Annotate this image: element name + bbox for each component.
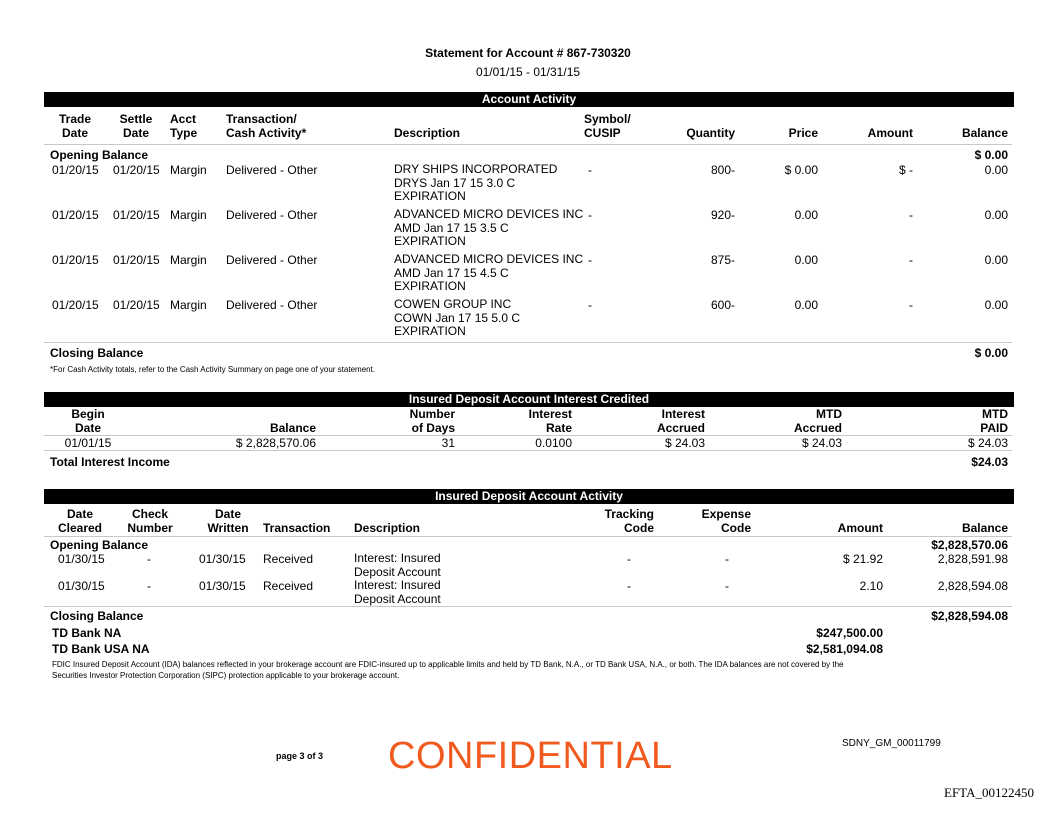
description: DRY SHIPS INCORPORATED DRYS Jan 17 15 3.0 C EXPIRATION [394,162,558,203]
price: 0.00 [794,253,818,267]
divider [44,450,1012,451]
col-amount: Amount [837,521,883,535]
rate: 0.0100 [535,436,572,450]
transaction: Received [263,579,314,593]
col-accrued: Interest Accrued [656,407,705,435]
mtd-accrued: $ 24.03 [801,436,842,450]
acct-type: Margin [170,208,207,222]
settle-date: 01/20/15 [113,298,160,312]
quantity: 920- [710,208,735,222]
col-days: Number of Days [409,407,455,435]
account-activity-bar: Account Activity [44,92,1014,107]
settle-date: 01/20/15 [113,253,160,267]
check-number: - [147,579,151,593]
efta-number: EFTA_00122450 [944,785,1034,800]
opening-balance-value: $2,828,570.06 [931,538,1008,552]
quantity: 600- [710,298,735,312]
description: COWEN GROUP INC COWN Jan 17 15 5.0 C EXPIRATION [394,297,521,338]
col-date-cleared: Date Cleared [57,507,103,535]
amount: - [909,298,913,312]
trade-date: 01/20/15 [52,253,99,267]
balance: 2,828,591.98 [937,552,1008,566]
closing-balance-value: $ 0.00 [974,346,1008,360]
total-interest-value: $24.03 [971,455,1008,469]
transaction: Delivered - Other [226,208,318,222]
description: ADVANCED MICRO DEVICES INC AMD Jan 17 15 3.5 C EXPIRATION [394,207,584,248]
col-balance: Balance [961,126,1008,140]
total-interest-label: Total Interest Income [50,455,170,469]
symbol: - [588,163,592,177]
price: $ 0.00 [784,163,818,177]
description: Interest: Insured Deposit Account [354,578,441,606]
amount: $ - [898,163,913,177]
amount: 2.10 [859,579,883,593]
balance: 2,828,594.08 [937,579,1008,593]
col-description: Description [354,521,421,535]
settle-date: 01/20/15 [113,208,160,222]
mtd-paid: $ 24.03 [967,436,1008,450]
col-mtd-paid: MTD PAID [980,407,1008,435]
accrued: $ 24.03 [664,436,705,450]
balance: 0.00 [984,253,1008,267]
expense-code: - [725,552,729,566]
col-date-written: Date Written [207,507,249,535]
interest-credited-bar: Insured Deposit Account Interest Credited [44,392,1014,407]
statement-title: Statement for Account # 867-730320 [425,46,631,60]
quantity: 875- [710,253,735,267]
col-begin-date: Begin Date [71,407,105,435]
symbol: - [588,298,592,312]
deposit-activity-bar: Insured Deposit Account Activity [44,489,1014,504]
description: Interest: Insured Deposit Account [354,551,441,579]
col-transaction: Transaction/ Cash Activity* [226,112,307,140]
tracking-code: - [627,579,631,593]
acct-type: Margin [170,163,207,177]
closing-balance-label: Closing Balance [50,609,144,623]
col-expense-code: Expense Code [701,507,751,535]
price: 0.00 [794,208,818,222]
bank-amount: $2,581,094.08 [806,642,883,656]
transaction: Delivered - Other [226,163,318,177]
acct-type: Margin [170,253,207,267]
days: 31 [441,436,455,450]
balance: 0.00 [984,298,1008,312]
date-cleared: 01/30/15 [58,552,105,566]
closing-balance-label: Closing Balance [50,346,144,360]
balance: 0.00 [984,163,1008,177]
page-number: page 3 of 3 [276,751,324,761]
col-transaction: Transaction [263,521,331,535]
divider [44,606,1012,607]
col-balance: Balance [269,421,316,435]
col-description: Description [394,126,461,140]
date-cleared: 01/30/15 [58,579,105,593]
bank-name: TD Bank NA [52,626,122,640]
amount: - [909,208,913,222]
fdic-disclaimer-line2: Securities Investor Protection Corporation (SIPC) protection applicable to your brokerage account. [52,671,400,680]
begin-date: 01/01/15 [64,436,112,450]
divider [44,342,1012,343]
opening-balance-label: Opening Balance [50,148,149,162]
trade-date: 01/20/15 [52,163,99,177]
date-written: 01/30/15 [199,579,246,593]
bank-amount: $247,500.00 [816,626,883,640]
balance: 0.00 [984,208,1008,222]
amount: $ 21.92 [842,552,883,566]
confidential-stamp: CONFIDENTIAL [388,735,673,777]
divider [44,536,1012,537]
symbol: - [588,253,592,267]
opening-balance-value: $ 0.00 [974,148,1008,162]
transaction: Delivered - Other [226,298,318,312]
divider [44,144,1012,145]
expense-code: - [725,579,729,593]
balance: $ 2,828,570.06 [235,436,316,450]
cash-activity-footnote: *For Cash Activity totals, refer to the Cash Activity Summary on page one of your statement. [50,365,376,374]
trade-date: 01/20/15 [52,298,99,312]
settle-date: 01/20/15 [113,163,160,177]
bates-number: SDNY_GM_00011799 [842,738,941,749]
col-amount: Amount [867,126,913,140]
check-number: - [147,552,151,566]
col-price: Price [788,126,818,140]
date-written: 01/30/15 [199,552,246,566]
transaction: Delivered - Other [226,253,318,267]
quantity: 800- [710,163,735,177]
bank-name: TD Bank USA NA [52,642,150,656]
col-mtd-accrued: MTD Accrued [793,407,842,435]
col-settle-date: Settle Date [119,112,153,140]
description: ADVANCED MICRO DEVICES INC AMD Jan 17 15 4.5 C EXPIRATION [394,252,584,293]
statement-period: 01/01/15 - 01/31/15 [475,65,581,79]
col-tracking-code: Tracking Code [604,507,654,535]
transaction: Received [263,552,314,566]
col-quantity: Quantity [686,126,735,140]
amount: - [909,253,913,267]
closing-balance-value: $2,828,594.08 [931,609,1008,623]
symbol: - [588,208,592,222]
col-acct-type: Acct Type [170,112,198,140]
col-symbol: Symbol/ CUSIP [584,112,631,140]
col-balance: Balance [961,521,1008,535]
acct-type: Margin [170,298,207,312]
opening-balance-label: Opening Balance [50,538,149,552]
col-trade-date: Trade Date [58,112,91,140]
fdic-disclaimer-line1: FDIC Insured Deposit Account (IDA) balances reflected in your brokerage account are FDIC-insured up to applicable limits and held by TD Bank, N.A., or TD Bank USA, N.A., or both. The IDA balances are not covered by the [52,660,844,669]
trade-date: 01/20/15 [52,208,99,222]
price: 0.00 [794,298,818,312]
tracking-code: - [627,552,631,566]
col-check-number: Check Number [127,507,173,535]
col-rate: Interest Rate [528,407,572,435]
